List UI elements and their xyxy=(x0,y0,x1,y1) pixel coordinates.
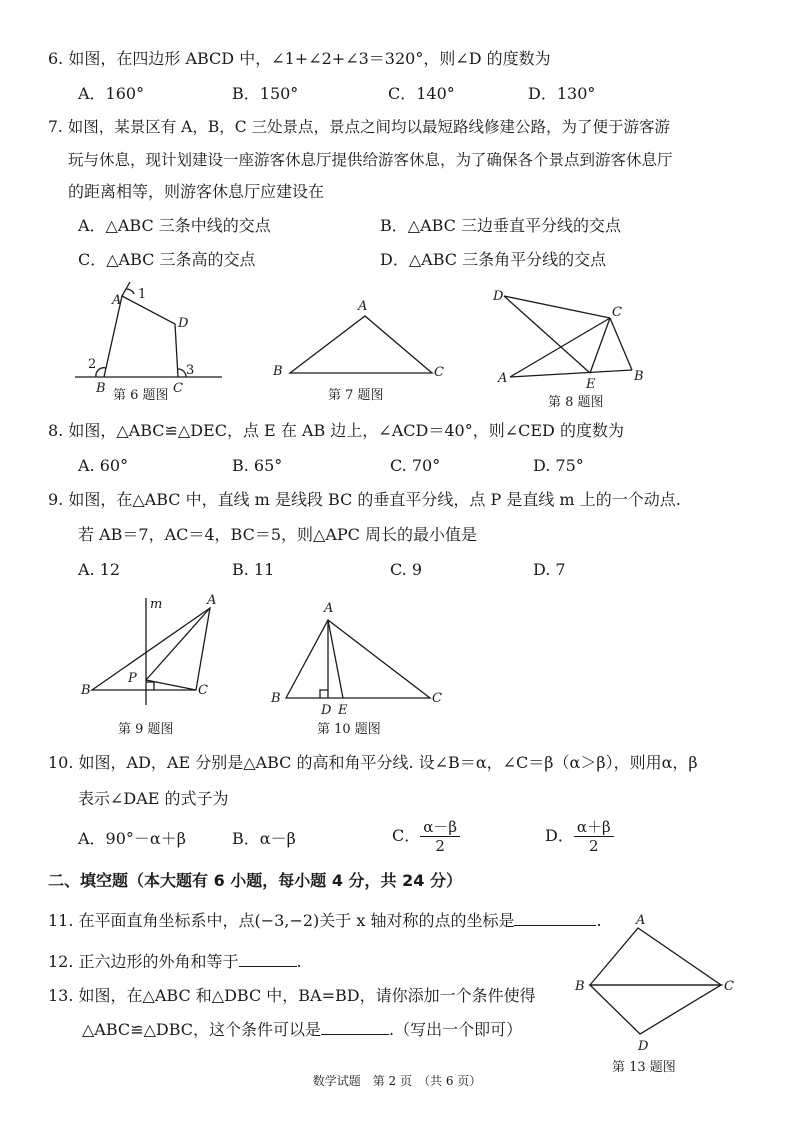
q10-stem-line1: 10. 如图，AD，AE 分别是△ABC 的高和角平分线. 设∠B＝α，∠C＝β（α＞β），则用α，β xyxy=(48,753,698,772)
q12-line xyxy=(48,950,302,973)
q6-option-c: C．140° xyxy=(388,84,455,103)
q9-option-a: A. 12 xyxy=(78,560,121,579)
fig7-label-b: B xyxy=(273,364,283,379)
q9-stem-line2: 若 AB＝7，AC＝4，BC＝5，则△APC 周长的最小值是 xyxy=(78,525,477,544)
q10-option-c-fraction xyxy=(420,818,460,855)
figure-q8 xyxy=(490,284,650,388)
fig8-segment-ab xyxy=(510,370,632,377)
q10-option-d-prefix: D． xyxy=(545,826,574,845)
q11-line xyxy=(48,909,602,932)
q10-option-d-denominator: 2 xyxy=(588,837,599,855)
fig13-label-a: A xyxy=(636,913,646,928)
fig10-label-c: C xyxy=(432,691,442,706)
fig13-triangle-abc xyxy=(590,928,721,985)
q10-option-c-denominator: 2 xyxy=(435,837,445,855)
q13-line2 xyxy=(82,1018,522,1041)
q7-stem-line2: 玩与休息，现计划建设一座游客休息厅提供给游客休息，为了确保各个景点到游客休息厅 xyxy=(68,151,673,169)
fig9-segment-pa xyxy=(146,608,210,680)
fig9-label-b: B xyxy=(81,683,91,698)
fig9-label-p: P xyxy=(128,671,137,686)
q10-option-b: B．α－β xyxy=(232,829,296,848)
fig7-label-a: A xyxy=(358,299,368,314)
fig6-label-1: 1 xyxy=(138,287,147,302)
figure-q9 xyxy=(76,590,226,705)
q6-option-d: D．130° xyxy=(528,84,596,103)
fig8-segment-dc xyxy=(504,296,610,318)
fig6-angle1-arc xyxy=(126,289,134,294)
q9-option-c: C. 9 xyxy=(390,560,423,579)
fig10-label-d: D xyxy=(321,703,332,718)
fig8-label-e: E xyxy=(586,377,596,388)
q10-option-c-numerator: α－β xyxy=(420,818,460,837)
q6-stem: 6. 如图，在四边形 ABCD 中，∠1+∠2+∠3＝320°，则∠D 的度数为 xyxy=(48,49,551,68)
q7-stem-line3: 的距离相等，则游客休息厅应建设在 xyxy=(68,182,325,201)
q13-text: △ABC≌△DBC，这个条件可以是 xyxy=(82,1020,321,1039)
q8-stem: 8. 如图，△ABC≌△DEC，点 E 在 AB 边上，∠ACD＝40°，则∠CED 的度数为 xyxy=(48,421,624,440)
figure-q7 xyxy=(270,296,450,384)
q10-option-c-prefix: C． xyxy=(392,826,421,845)
fig6-label-2: 2 xyxy=(88,357,97,372)
page-footer: 数学试题 第 2 页 （共 6 页） xyxy=(312,1074,482,1088)
fig10-right-angle-mark xyxy=(320,690,328,698)
q10-option-a: A．90°－α＋β xyxy=(78,829,186,848)
fig7-triangle xyxy=(290,316,432,373)
fig8-segment-de xyxy=(504,296,590,373)
fig10-caption: 第 10 题图 xyxy=(317,722,381,737)
q6-option-b: B．150° xyxy=(232,84,299,103)
q8-option-c: C. 70° xyxy=(390,456,441,475)
q8-option-b: B. 65° xyxy=(232,456,283,475)
fig10-label-b: B xyxy=(271,691,281,706)
fig9-caption: 第 9 题图 xyxy=(118,722,174,737)
q7-option-c: C．△ABC 三条高的交点 xyxy=(78,250,256,269)
q13-answer-blank[interactable] xyxy=(321,1018,389,1035)
fig13-triangle-dbc xyxy=(590,985,721,1034)
section2-heading: 二、填空题（本大题有 6 小题，每小题 4 分，共 24 分） xyxy=(48,871,462,890)
q12-text: 12. 正六边形的外角和等于 xyxy=(48,952,239,971)
q9-option-b: B. 11 xyxy=(232,560,275,579)
fig7-label-c: C xyxy=(434,365,444,380)
fig13-label-d: D xyxy=(638,1039,649,1054)
fig6-label-3: 3 xyxy=(186,363,195,378)
fig13-label-c: C xyxy=(724,979,734,994)
figure-q13 xyxy=(566,910,750,1058)
fig9-label-c: C xyxy=(198,683,208,698)
q7-stem-line1: 7. 如图，某景区有 A，B，C 三处景点，景点之间均以最短路线修建公路，为了便于游客游 xyxy=(48,118,671,136)
fig10-bisector-ae xyxy=(328,620,343,698)
q11-text: 11. 在平面直角坐标系中，点(−3,−2)关于 x 轴对称的点的坐标是 xyxy=(48,911,515,930)
q7-option-b: B．△ABC 三边垂直平分线的交点 xyxy=(380,216,622,235)
fig8-segment-ec xyxy=(590,318,610,373)
fig9-label-m: m xyxy=(150,597,163,612)
fig6-label-d: D xyxy=(178,316,189,331)
q9-stem-line1: 9. 如图，在△ABC 中，直线 m 是线段 BC 的垂直平分线，点 P 是直线 m 上的一个动点. xyxy=(48,490,681,509)
fig6-label-b: B xyxy=(96,381,106,396)
q12-end: . xyxy=(296,952,302,971)
q13-end: .（写出一个即可） xyxy=(389,1020,523,1039)
q9-option-d: D. 7 xyxy=(533,560,566,579)
q8-option-d: D. 75° xyxy=(533,456,584,475)
fig8-label-d: D xyxy=(493,289,504,304)
q7-option-a: A．△ABC 三条中线的交点 xyxy=(78,216,271,235)
fig8-label-c: C xyxy=(612,305,622,320)
fig6-label-a: A xyxy=(112,293,122,308)
q10-option-c xyxy=(392,818,460,855)
fig6-label-c: C xyxy=(173,381,183,396)
q12-answer-blank[interactable] xyxy=(239,950,297,967)
fig10-label-e: E xyxy=(338,703,348,718)
q13-line1: 13. 如图，在△ABC 和△DBC 中，BA=BD，请你添加一个条件使得 xyxy=(48,986,536,1005)
q10-stem-line2: 表示∠DAE 的式子为 xyxy=(78,789,229,808)
q10-option-d-numerator: α＋β xyxy=(574,818,614,837)
fig8-label-a: A xyxy=(498,371,508,386)
fig9-label-a: A xyxy=(207,593,217,608)
fig10-label-a: A xyxy=(324,601,334,616)
figure-q6 xyxy=(70,282,240,398)
q8-option-a: A. 60° xyxy=(78,456,129,475)
fig8-segment-ac xyxy=(510,318,610,377)
fig6-angle3-arc xyxy=(178,369,186,377)
fig8-segment-cb xyxy=(610,318,632,370)
fig9-right-angle-mark xyxy=(146,682,154,690)
figure-q10 xyxy=(268,598,448,718)
fig9-triangle-abc xyxy=(92,608,210,690)
q7-option-d: D．△ABC 三条角平分线的交点 xyxy=(380,250,607,269)
fig6-quadrilateral xyxy=(104,296,178,377)
fig7-caption: 第 7 题图 xyxy=(328,388,384,403)
q10-option-d xyxy=(545,818,614,855)
fig13-caption: 第 13 题图 xyxy=(612,1060,676,1075)
q10-option-d-fraction xyxy=(574,818,614,855)
fig8-caption: 第 8 题图 xyxy=(548,395,604,410)
fig13-label-b: B xyxy=(575,979,585,994)
fig10-triangle-abc xyxy=(286,620,430,698)
fig6-caption: 第 6 题图 xyxy=(113,388,169,403)
fig8-label-b: B xyxy=(634,369,644,384)
q6-option-a: A．160° xyxy=(78,84,145,103)
q11-end: . xyxy=(596,911,602,930)
